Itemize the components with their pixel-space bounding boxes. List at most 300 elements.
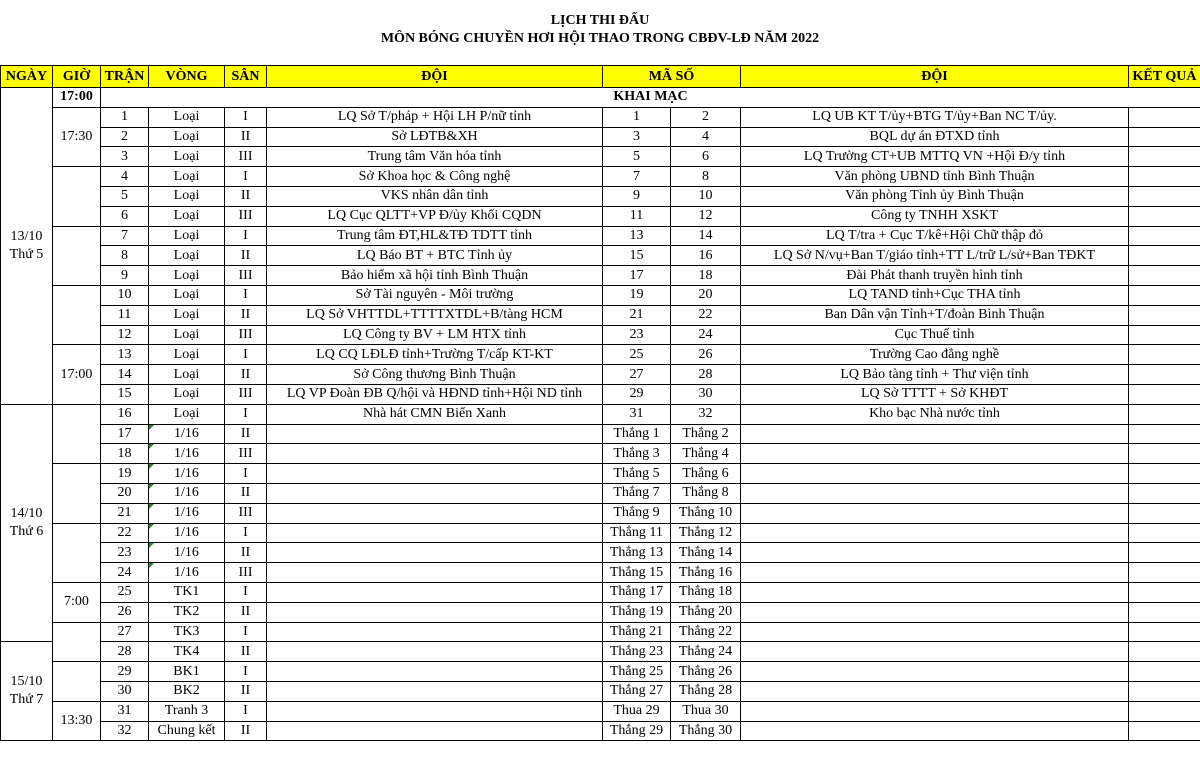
match-court: I xyxy=(225,582,267,602)
match-round: Loại xyxy=(149,127,225,147)
result-cell xyxy=(1129,424,1200,444)
match-round: Loại xyxy=(149,266,225,286)
team-2: LQ Sở TTTT + Sở KHĐT xyxy=(741,384,1129,404)
table-row xyxy=(1,325,1200,345)
result-cell xyxy=(1129,701,1200,721)
code-1: 27 xyxy=(603,365,671,385)
team-2: Cục Thuế tỉnh xyxy=(741,325,1129,345)
header-ngay: NGÀY xyxy=(1,66,53,88)
opening-time: 17:00 xyxy=(53,88,101,108)
match-round: Loại xyxy=(149,206,225,226)
match-round: BK2 xyxy=(149,681,225,701)
code-2: 22 xyxy=(671,305,741,325)
code-2: Thua 30 xyxy=(671,701,741,721)
match-court: II xyxy=(225,642,267,662)
team-2: Công ty TNHH XSKT xyxy=(741,206,1129,226)
match-court: II xyxy=(225,721,267,741)
code-1: Thắng 9 xyxy=(603,503,671,523)
table-row xyxy=(1,345,1200,365)
result-cell xyxy=(1129,147,1200,167)
result-cell xyxy=(1129,582,1200,602)
code-2: Thắng 8 xyxy=(671,483,741,503)
code-1: Thắng 29 xyxy=(603,721,671,741)
code-2: Thắng 30 xyxy=(671,721,741,741)
match-court: II xyxy=(225,305,267,325)
header-tran: TRẬN xyxy=(101,66,149,88)
code-1: Thắng 7 xyxy=(603,483,671,503)
team-1: LQ Cục QLTT+VP Đ/ủy Khối CQDN xyxy=(267,206,603,226)
code-1: 23 xyxy=(603,325,671,345)
result-cell xyxy=(1129,266,1200,286)
day-weekday: Thứ 6 xyxy=(9,524,44,540)
code-1: Thắng 5 xyxy=(603,464,671,484)
code-1: 31 xyxy=(603,404,671,424)
table-row xyxy=(1,483,1200,503)
match-round: Loại xyxy=(149,305,225,325)
table-row xyxy=(1,464,1200,484)
result-cell xyxy=(1129,206,1200,226)
team-1: VKS nhân dân tỉnh xyxy=(267,186,603,206)
time-cell xyxy=(53,622,101,662)
match-round: TK3 xyxy=(149,622,225,642)
match-round: 1/16 xyxy=(149,483,225,503)
table-row xyxy=(1,226,1200,246)
day-cell xyxy=(1,404,53,642)
code-1: Thắng 1 xyxy=(603,424,671,444)
team-2 xyxy=(741,483,1129,503)
team-1 xyxy=(267,503,603,523)
code-1: Thắng 21 xyxy=(603,622,671,642)
code-2: 20 xyxy=(671,285,741,305)
code-2: Thắng 26 xyxy=(671,662,741,682)
table-row xyxy=(1,107,1200,127)
team-2 xyxy=(741,602,1129,622)
header-row xyxy=(1,66,1200,88)
time-cell xyxy=(53,523,101,582)
day-date: 15/10 xyxy=(10,674,43,690)
time-cell xyxy=(53,404,101,463)
result-cell xyxy=(1129,543,1200,563)
match-number: 16 xyxy=(101,404,149,424)
header-san: SÂN xyxy=(225,66,267,88)
match-round: Chung kết xyxy=(149,721,225,741)
match-court: III xyxy=(225,384,267,404)
table-row xyxy=(1,602,1200,622)
match-court: II xyxy=(225,681,267,701)
match-round: Loại xyxy=(149,325,225,345)
match-number: 13 xyxy=(101,345,149,365)
code-2: 26 xyxy=(671,345,741,365)
team-2 xyxy=(741,681,1129,701)
code-2: 14 xyxy=(671,226,741,246)
code-2: 30 xyxy=(671,384,741,404)
team-2 xyxy=(741,721,1129,741)
table-row xyxy=(1,523,1200,543)
result-cell xyxy=(1129,127,1200,147)
code-1: 17 xyxy=(603,266,671,286)
code-1: 7 xyxy=(603,167,671,187)
team-1 xyxy=(267,622,603,642)
time-cell xyxy=(53,285,101,344)
match-number: 14 xyxy=(101,365,149,385)
match-number: 6 xyxy=(101,206,149,226)
match-court: I xyxy=(225,404,267,424)
table-row xyxy=(1,662,1200,682)
match-round: Loại xyxy=(149,226,225,246)
code-2: Thắng 12 xyxy=(671,523,741,543)
result-cell xyxy=(1129,523,1200,543)
code-2: Thắng 14 xyxy=(671,543,741,563)
team-2: Trường Cao đẳng nghề xyxy=(741,345,1129,365)
time-cell xyxy=(53,662,101,702)
table-row xyxy=(1,543,1200,563)
match-number: 10 xyxy=(101,285,149,305)
match-round: 1/16 xyxy=(149,503,225,523)
match-number: 8 xyxy=(101,246,149,266)
code-2: Thắng 10 xyxy=(671,503,741,523)
table-row xyxy=(1,503,1200,523)
code-1: Thắng 15 xyxy=(603,563,671,583)
day-cell xyxy=(1,88,53,405)
match-round: Loại xyxy=(149,167,225,187)
match-round: BK1 xyxy=(149,662,225,682)
day-date: 14/10 xyxy=(10,506,43,522)
team-1: Trung tâm ĐT,HL&TĐ TDTT tỉnh xyxy=(267,226,603,246)
header-gio: GIỜ xyxy=(53,66,101,88)
match-number: 2 xyxy=(101,127,149,147)
match-court: III xyxy=(225,444,267,464)
code-1: Thua 29 xyxy=(603,701,671,721)
day-weekday: Thứ 7 xyxy=(9,692,44,708)
time-cell xyxy=(53,167,101,226)
result-cell xyxy=(1129,404,1200,424)
table-row xyxy=(1,167,1200,187)
team-2: LQ Bảo tàng tỉnh + Thư viện tỉnh xyxy=(741,365,1129,385)
code-1: 9 xyxy=(603,186,671,206)
opening-row xyxy=(1,88,1200,108)
result-cell xyxy=(1129,563,1200,583)
team-1: LQ VP Đoàn ĐB Q/hội và HĐND tỉnh+Hội ND tỉnh xyxy=(267,384,603,404)
document-title: LỊCH THI ĐẤU xyxy=(550,13,650,28)
team-1 xyxy=(267,464,603,484)
team-1 xyxy=(267,701,603,721)
match-number: 32 xyxy=(101,721,149,741)
code-2: Thắng 2 xyxy=(671,424,741,444)
match-court: I xyxy=(225,622,267,642)
match-number: 26 xyxy=(101,602,149,622)
match-round: 1/16 xyxy=(149,444,225,464)
team-2: Văn phòng UBND tỉnh Bình Thuận xyxy=(741,167,1129,187)
result-cell xyxy=(1129,186,1200,206)
match-court: II xyxy=(225,127,267,147)
schedule-table xyxy=(0,65,1200,741)
result-cell xyxy=(1129,345,1200,365)
result-cell xyxy=(1129,622,1200,642)
team-1: Sở Tài nguyên - Môi trường xyxy=(267,285,603,305)
code-2: 4 xyxy=(671,127,741,147)
table-row xyxy=(1,266,1200,286)
match-court: I xyxy=(225,464,267,484)
table-row xyxy=(1,147,1200,167)
time-cell: 17:00 xyxy=(53,345,101,404)
result-cell xyxy=(1129,167,1200,187)
result-cell xyxy=(1129,365,1200,385)
table-row xyxy=(1,424,1200,444)
team-2: LQ Trường CT+UB MTTQ VN +Hội Đ/y tỉnh xyxy=(741,147,1129,167)
code-1: Thắng 25 xyxy=(603,662,671,682)
match-round: 1/16 xyxy=(149,424,225,444)
code-1: Thắng 27 xyxy=(603,681,671,701)
match-number: 27 xyxy=(101,622,149,642)
team-2: LQ T/tra + Cục T/kê+Hội Chữ thập đỏ xyxy=(741,226,1129,246)
table-row xyxy=(1,127,1200,147)
table-row xyxy=(1,563,1200,583)
team-1 xyxy=(267,483,603,503)
result-cell xyxy=(1129,464,1200,484)
match-court: II xyxy=(225,186,267,206)
match-number: 25 xyxy=(101,582,149,602)
team-1 xyxy=(267,523,603,543)
match-court: II xyxy=(225,424,267,444)
match-court: II xyxy=(225,602,267,622)
day-date: 13/10 xyxy=(10,228,43,244)
code-2: 24 xyxy=(671,325,741,345)
table-row xyxy=(1,285,1200,305)
match-number: 21 xyxy=(101,503,149,523)
team-2 xyxy=(741,464,1129,484)
match-court: III xyxy=(225,206,267,226)
team-1: LQ Sở VHTTDL+TTTTXTDL+B/tàng HCM xyxy=(267,305,603,325)
match-court: I xyxy=(225,226,267,246)
code-2: Thắng 4 xyxy=(671,444,741,464)
team-2: LQ UB KT T/ủy+BTG T/ủy+Ban NC T/ủy. xyxy=(741,107,1129,127)
code-1: 5 xyxy=(603,147,671,167)
code-2: Thắng 6 xyxy=(671,464,741,484)
table-row xyxy=(1,642,1200,662)
match-number: 7 xyxy=(101,226,149,246)
code-1: 21 xyxy=(603,305,671,325)
match-round: Loại xyxy=(149,246,225,266)
match-round: Loại xyxy=(149,345,225,365)
match-court: II xyxy=(225,483,267,503)
match-court: II xyxy=(225,543,267,563)
day-cell xyxy=(1,642,53,741)
code-2: 2 xyxy=(671,107,741,127)
match-court: I xyxy=(225,701,267,721)
code-1: Thắng 23 xyxy=(603,642,671,662)
team-2 xyxy=(741,582,1129,602)
match-number: 5 xyxy=(101,186,149,206)
opening-label: KHAI MẠC xyxy=(101,88,1200,108)
day-weekday: Thứ 5 xyxy=(9,246,44,262)
team-2 xyxy=(741,543,1129,563)
match-court: III xyxy=(225,325,267,345)
team-2 xyxy=(741,424,1129,444)
team-1 xyxy=(267,721,603,741)
match-round: Loại xyxy=(149,285,225,305)
match-round: Loại xyxy=(149,404,225,424)
code-2: 18 xyxy=(671,266,741,286)
match-court: III xyxy=(225,147,267,167)
team-2: Ban Dân vận Tỉnh+T/đoàn Bình Thuận xyxy=(741,305,1129,325)
header-vong: VÒNG xyxy=(149,66,225,88)
time-cell: 17:30 xyxy=(53,107,101,166)
team-2 xyxy=(741,444,1129,464)
match-number: 9 xyxy=(101,266,149,286)
match-number: 23 xyxy=(101,543,149,563)
result-cell xyxy=(1129,662,1200,682)
team-2 xyxy=(741,523,1129,543)
team-1: LQ Báo BT + BTC Tỉnh ủy xyxy=(267,246,603,266)
result-cell xyxy=(1129,107,1200,127)
time-cell xyxy=(53,226,101,285)
match-number: 20 xyxy=(101,483,149,503)
match-round: 1/16 xyxy=(149,464,225,484)
match-round: 1/16 xyxy=(149,543,225,563)
team-2: Kho bạc Nhà nước tỉnh xyxy=(741,404,1129,424)
match-court: III xyxy=(225,503,267,523)
team-2 xyxy=(741,503,1129,523)
code-1: 3 xyxy=(603,127,671,147)
team-1 xyxy=(267,681,603,701)
code-1: 13 xyxy=(603,226,671,246)
code-1: Thắng 17 xyxy=(603,582,671,602)
result-cell xyxy=(1129,384,1200,404)
team-1: Trung tâm Văn hóa tỉnh xyxy=(267,147,603,167)
code-1: 11 xyxy=(603,206,671,226)
match-number: 11 xyxy=(101,305,149,325)
code-2: Thắng 18 xyxy=(671,582,741,602)
team-1: Sở Khoa học & Công nghệ xyxy=(267,167,603,187)
team-1 xyxy=(267,602,603,622)
match-number: 31 xyxy=(101,701,149,721)
match-round: Loại xyxy=(149,365,225,385)
team-1 xyxy=(267,444,603,464)
team-1 xyxy=(267,642,603,662)
team-1: LQ Sở T/pháp + Hội LH P/nữ tỉnh xyxy=(267,107,603,127)
table-row xyxy=(1,444,1200,464)
code-2: 12 xyxy=(671,206,741,226)
team-2: BQL dự án ĐTXD tỉnh xyxy=(741,127,1129,147)
code-2: 28 xyxy=(671,365,741,385)
match-round: TK4 xyxy=(149,642,225,662)
result-cell xyxy=(1129,503,1200,523)
match-round: Loại xyxy=(149,186,225,206)
match-number: 28 xyxy=(101,642,149,662)
match-court: I xyxy=(225,523,267,543)
team-2 xyxy=(741,662,1129,682)
match-court: III xyxy=(225,266,267,286)
header-ma-so: MÃ SỐ xyxy=(603,66,741,88)
team-2 xyxy=(741,701,1129,721)
match-court: II xyxy=(225,246,267,266)
team-1: LQ Công ty BV + LM HTX tỉnh xyxy=(267,325,603,345)
team-1 xyxy=(267,582,603,602)
team-2 xyxy=(741,642,1129,662)
time-cell xyxy=(53,464,101,523)
match-number: 1 xyxy=(101,107,149,127)
team-1: LQ CQ LĐLĐ tỉnh+Trường T/cấp KT-KT xyxy=(267,345,603,365)
team-1: Sở Công thương Bình Thuận xyxy=(267,365,603,385)
code-1: 1 xyxy=(603,107,671,127)
match-number: 12 xyxy=(101,325,149,345)
match-round: TK2 xyxy=(149,602,225,622)
document-subtitle: MÔN BÓNG CHUYỀN HƠI HỘI THAO TRONG CBĐV-LĐ NĂM 2022 xyxy=(380,31,820,46)
time-cell: 13:30 xyxy=(53,701,101,741)
match-number: 30 xyxy=(101,681,149,701)
match-court: I xyxy=(225,662,267,682)
table-row xyxy=(1,365,1200,385)
code-2: Thắng 22 xyxy=(671,622,741,642)
match-court: II xyxy=(225,365,267,385)
team-1 xyxy=(267,543,603,563)
code-1: 29 xyxy=(603,384,671,404)
team-1 xyxy=(267,662,603,682)
result-cell xyxy=(1129,444,1200,464)
code-1: 25 xyxy=(603,345,671,365)
match-number: 22 xyxy=(101,523,149,543)
code-1: Thắng 11 xyxy=(603,523,671,543)
table-row xyxy=(1,582,1200,602)
header-ket-qua: KẾT QUẢ xyxy=(1129,66,1200,88)
match-round: 1/16 xyxy=(149,523,225,543)
table-row xyxy=(1,721,1200,741)
match-court: I xyxy=(225,345,267,365)
result-cell xyxy=(1129,642,1200,662)
match-number: 15 xyxy=(101,384,149,404)
code-1: Thắng 13 xyxy=(603,543,671,563)
table-row xyxy=(1,206,1200,226)
code-2: Thắng 20 xyxy=(671,602,741,622)
result-cell xyxy=(1129,681,1200,701)
code-2: 6 xyxy=(671,147,741,167)
team-2: Văn phòng Tỉnh ủy Bình Thuận xyxy=(741,186,1129,206)
match-round: TK1 xyxy=(149,582,225,602)
result-cell xyxy=(1129,721,1200,741)
match-round: Loại xyxy=(149,107,225,127)
code-2: 8 xyxy=(671,167,741,187)
table-row xyxy=(1,305,1200,325)
match-court: I xyxy=(225,167,267,187)
result-cell xyxy=(1129,483,1200,503)
result-cell xyxy=(1129,226,1200,246)
team-2: LQ TAND tỉnh+Cục THA tỉnh xyxy=(741,285,1129,305)
team-2: Đài Phát thanh truyền hình tỉnh xyxy=(741,266,1129,286)
match-round: Loại xyxy=(149,147,225,167)
match-number: 18 xyxy=(101,444,149,464)
code-2: 32 xyxy=(671,404,741,424)
table-row xyxy=(1,246,1200,266)
team-1: Bảo hiểm xã hội tỉnh Bình Thuận xyxy=(267,266,603,286)
code-1: Thắng 19 xyxy=(603,602,671,622)
table-row xyxy=(1,186,1200,206)
team-2 xyxy=(741,622,1129,642)
code-2: Thắng 24 xyxy=(671,642,741,662)
code-1: 15 xyxy=(603,246,671,266)
match-round: 1/16 xyxy=(149,563,225,583)
team-1: Nhà hát CMN Biển Xanh xyxy=(267,404,603,424)
time-cell: 7:00 xyxy=(53,582,101,622)
code-1: Thắng 3 xyxy=(603,444,671,464)
match-round: Loại xyxy=(149,384,225,404)
match-number: 29 xyxy=(101,662,149,682)
code-2: 16 xyxy=(671,246,741,266)
team-1 xyxy=(267,563,603,583)
result-cell xyxy=(1129,305,1200,325)
table-row xyxy=(1,701,1200,721)
code-2: Thắng 28 xyxy=(671,681,741,701)
code-2: 10 xyxy=(671,186,741,206)
